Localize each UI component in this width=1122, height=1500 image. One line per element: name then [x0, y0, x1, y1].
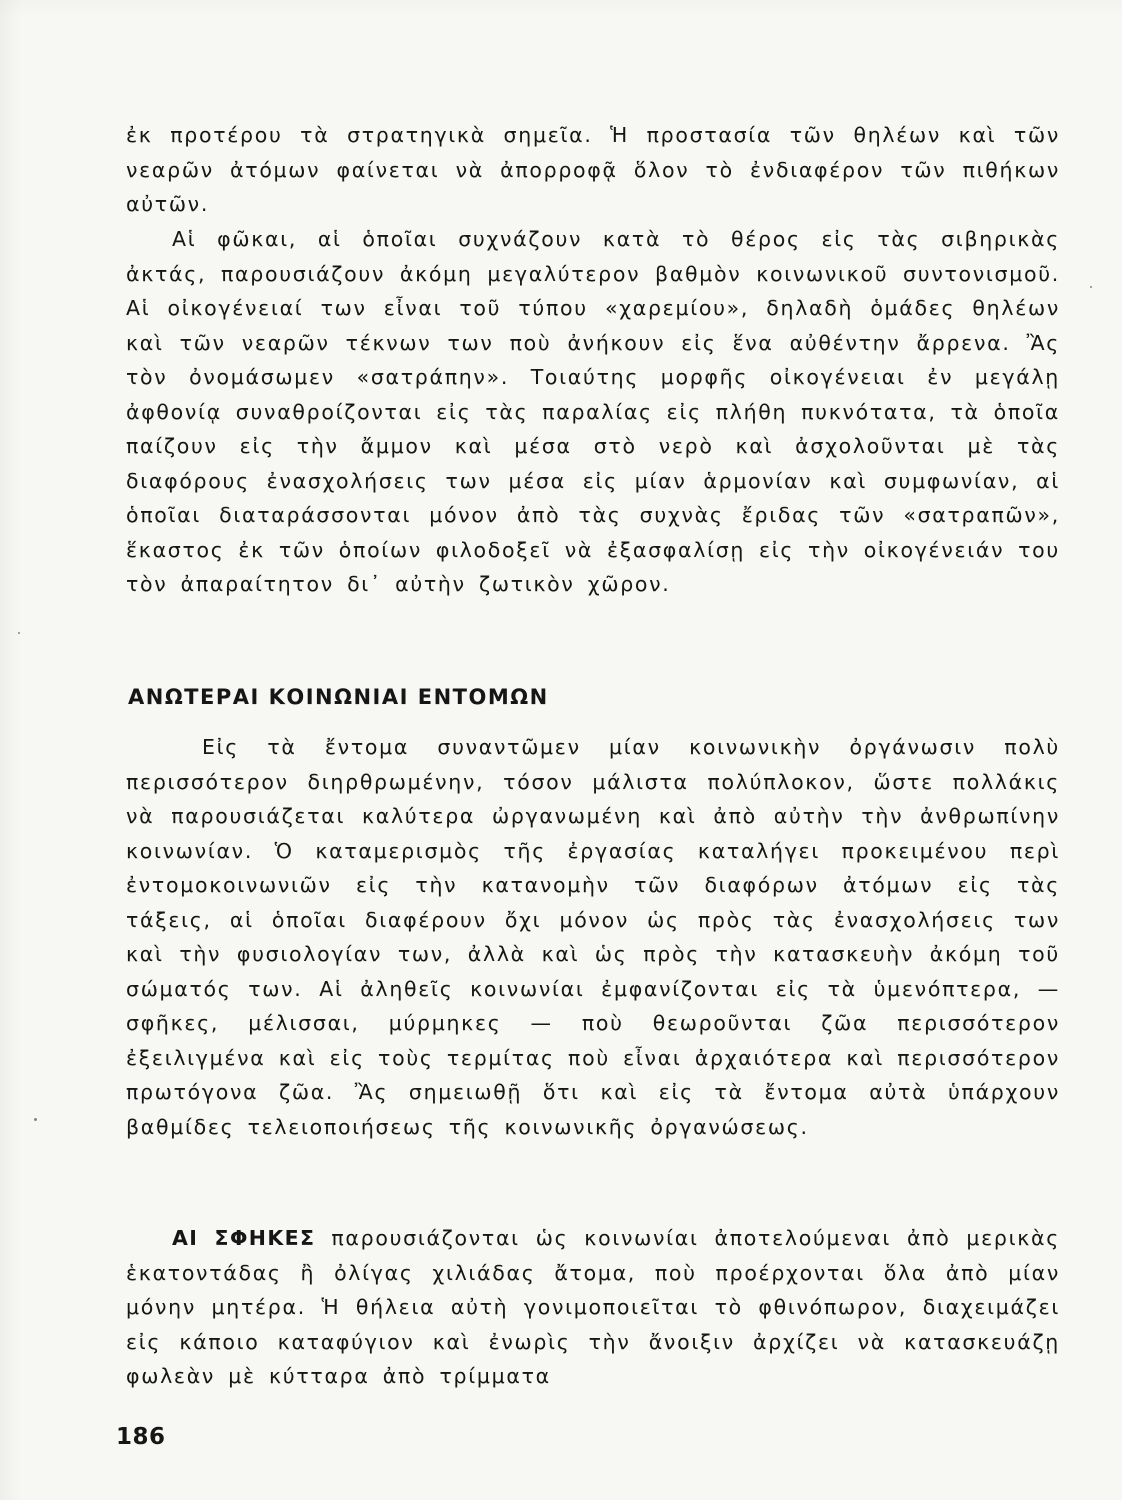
wasps-paragraph-text: παρουσιάζονται ὡς κοινωνίαι ἀποτελούμεναι ἀπὸ μερικὰς ἑκατοντάδας ἢ ὀλίγας χιλιάδας ἄτομα, ποὺ προέρχονται ὅλα ἀπὸ μίαν μόνην μητέρα. Ἡ θήλεια αὐτὴ γονιμοποιεῖται τὸ φθινόπωρον, διαχειμάζει εἰς κάποιο καταφύγιον καὶ ἐνωρὶς τὴν ἄνοιξιν ἀρχίζει νὰ κατασκευάζῃ φωλεὰν μὲ κύτταρα ἀπὸ τρίμματα [126, 1226, 1060, 1388]
scan-speck [18, 632, 20, 634]
scan-speck [34, 1118, 37, 1121]
wasps-paragraph [126, 1221, 1060, 1394]
intro-paragraph: ἐκ προτέρου τὰ στρατηγικὰ σημεῖα. Ἡ προστασία τῶν θηλέων καὶ τῶν νεαρῶν ἀτόμων φαίνεται νὰ ἀπορροφᾷ ὅλον τὸ ἐνδιαφέρον τῶν πιθήκων αὐτῶν. [126, 123, 1060, 216]
page-number: 186 [116, 1424, 166, 1450]
insects-paragraph: Εἰς τὰ ἔντομα συναντῶμεν μίαν κοινωνικὴν ὀργάνωσιν πολὺ περισσότερον διηρθρωμένην, τόσον μάλιστα πολύπλοκον, ὥστε πολλάκις νὰ παρουσιάζεται καλύτερα ὠργανωμένη καὶ ἀπὸ αὐτὴν τὴν ἀνθρωπίνην κοινωνίαν. Ὁ καταμερισμὸς τῆς ἐργασίας καταλήγει προκειμένου περὶ ἐντομοκοινωνιῶν εἰς τὴν κατανομὴν τῶν διαφόρων ἀτόμων εἰς τὰς τάξεις, αἱ ὁποῖαι διαφέρουν ὄχι μόνον ὡς πρὸς τὰς ἐνασχολήσεις των καὶ τὴν φυσιολογίαν των, ἀλλὰ καὶ ὡς πρὸς τὴν κατασκευὴν ἀκόμη τοῦ σώματός των. Αἱ ἀληθεῖς κοινωνίαι ἐμφανίζονται εἰς τὰ ὑμενόπτερα, — σφῆκες, μέλισσαι, μύρμηκες — ποὺ θεωροῦνται ζῶα περισσότερον ἐξειλιγμένα καὶ εἰς τοὺς τερμίτας ποὺ εἶναι ἀρχαιότερα καὶ περισσότερον πρωτόγονα ζῶα. Ἂς σημειωθῇ ὅτι καὶ εἰς τὰ ἔντομα αὐτὰ ὑπάρχουν βαθμίδες τελειοποιήσεως τῆς κοινωνικῆς ὀργανώσεως. [126, 735, 1060, 1139]
seals-paragraph: Αἱ φῶκαι, αἱ ὁποῖαι συχνάζουν κατὰ τὸ θέρος εἰς τὰς σιβηρικὰς ἀκτάς, παρουσιάζουν ἀκόμη μεγαλύτερον βαθμὸν κοινωνικοῦ συντονισμοῦ. Αἱ οἰκογένειαί των εἶναι τοῦ τύπου «χαρεμίου», δηλαδὴ ὁμάδες θηλέων καὶ τῶν νεαρῶν τέκνων των ποὺ ἀνήκουν εἰς ἕνα αὐθέντην ἄρρενα. Ἂς τὸν ὀνομάσωμεν «σατράπην». Τοιαύτης μορφῆς οἰκογένειαι ἐν μεγάλῃ ἀφθονίᾳ συναθροίζονται εἰς τὰς παραλίας εἰς πλήθη πυκνότατα, τὰ ὁποῖα παίζουν εἰς τὴν ἄμμον καὶ μέσα στὸ νερὸ καὶ ἀσχολοῦνται μὲ τὰς διαφόρους ἐνασχολήσεις των μέσα εἰς μίαν ἁρμονίαν καὶ συμφωνίαν, αἱ ὁποῖαι διαταράσσονται μόνον ἀπὸ τὰς συχνὰς ἔριδας τῶν «σατραπῶν», ἕκαστος ἐκ τῶν ὁποίων φιλοδοξεῖ νὰ ἐξασφαλίσῃ εἰς τὴν οἰκογένειάν του τὸν ἀπαραίτητον δι᾽ αὐτὴν ζωτικὸν χῶρον. [126, 227, 1060, 596]
wasps-inline-title: ΑΙ ΣΦΗΚΕΣ [172, 1226, 316, 1250]
section-heading: ΑΝΩΤΕΡΑΙ ΚΟΙΝΩΝΙΑΙ ΕΝΤΟΜΩΝ [128, 685, 549, 709]
scan-speck [1090, 286, 1092, 288]
